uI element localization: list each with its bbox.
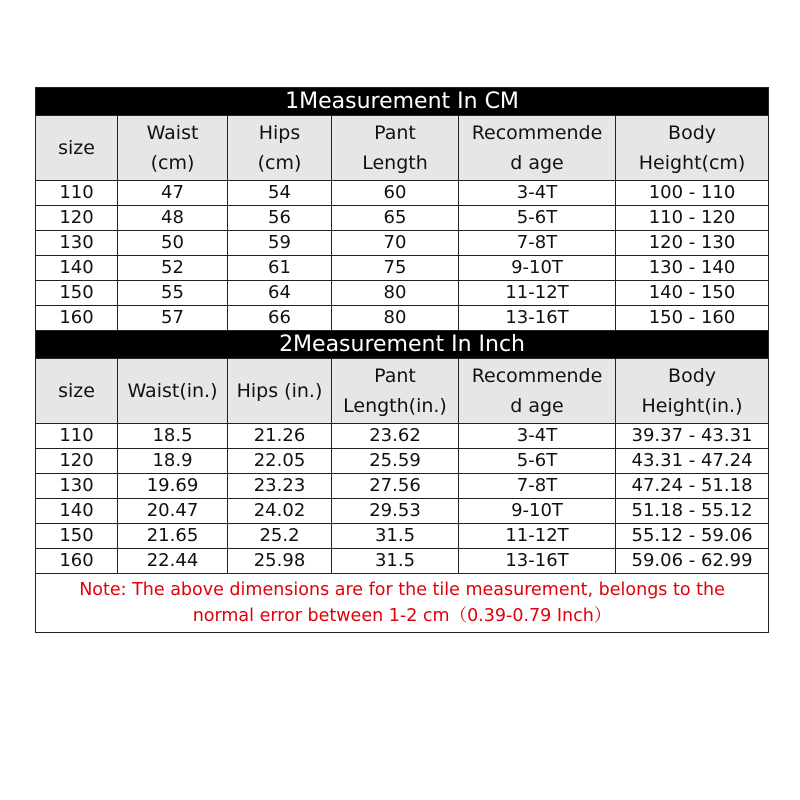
table-cell: 100 - 110 (616, 181, 769, 206)
header-label: size (58, 380, 95, 402)
table-cell: 52 (118, 256, 228, 281)
table-cell: 20.47 (118, 499, 228, 524)
table-cell: 150 (36, 281, 118, 306)
table-cell: 120 (36, 449, 118, 474)
table-row (36, 231, 769, 256)
table-cell: 18.9 (118, 449, 228, 474)
table-row (36, 499, 769, 524)
header-label: Length(in.) (343, 395, 447, 417)
table-cell: 140 (36, 256, 118, 281)
cm-header-cell (118, 116, 228, 181)
table-cell: 21.26 (228, 424, 332, 449)
table-row (36, 306, 769, 331)
table-cell: 39.37 - 43.31 (616, 424, 769, 449)
inch-header-cell (228, 359, 332, 424)
table-cell: 50 (118, 231, 228, 256)
table-row (36, 474, 769, 499)
cm-header-cell (228, 116, 332, 181)
note-line-2: normal error between 1-2 cm（0.39-0.79 Inch） (192, 606, 612, 626)
table-row (36, 256, 769, 281)
table-cell: 11-12T (459, 524, 616, 549)
table-cell: 60 (332, 181, 459, 206)
table-cell: 160 (36, 549, 118, 574)
table-cell: 22.05 (228, 449, 332, 474)
table-cell: 24.02 (228, 499, 332, 524)
header-label: Height(cm) (638, 152, 746, 174)
table-cell: 5-6T (459, 449, 616, 474)
inch-header-cell (332, 359, 459, 424)
cm-table-title: 1Measurement In CM (36, 88, 769, 116)
header-label: Recommende (471, 122, 603, 144)
table-cell: 59.06 - 62.99 (616, 549, 769, 574)
table-cell: 59 (228, 231, 332, 256)
table-cell: 31.5 (332, 524, 459, 549)
table-cell: 27.56 (332, 474, 459, 499)
table-cell: 3-4T (459, 424, 616, 449)
table-cell: 55 (118, 281, 228, 306)
table-cell: 7-8T (459, 231, 616, 256)
table-cell: 120 (36, 206, 118, 231)
cm-title-row (36, 88, 769, 116)
table-cell: 80 (332, 306, 459, 331)
note-line-1: Note: The above dimensions are for the tile measurement, belongs to the (79, 580, 725, 600)
table-cell: 130 - 140 (616, 256, 769, 281)
header-label: Waist (146, 122, 199, 144)
table-cell: 61 (228, 256, 332, 281)
table-cell: 23.23 (228, 474, 332, 499)
header-label: Hips (258, 122, 301, 144)
table-cell: 3-4T (459, 181, 616, 206)
table-row (36, 424, 769, 449)
header-label: d age (510, 152, 564, 174)
inch-title-row (36, 331, 769, 359)
table-cell: 7-8T (459, 474, 616, 499)
table-row (36, 549, 769, 574)
cm-header-cell (36, 116, 118, 181)
table-cell: 57 (118, 306, 228, 331)
table-cell: 140 (36, 499, 118, 524)
size-chart-table (35, 87, 769, 633)
inch-header-cell (118, 359, 228, 424)
cm-table-body (36, 181, 769, 331)
table-row (36, 449, 769, 474)
note-row (36, 574, 769, 633)
table-cell: 19.69 (118, 474, 228, 499)
table-cell: 48 (118, 206, 228, 231)
table-cell: 47.24 - 51.18 (616, 474, 769, 499)
table-cell: 150 (36, 524, 118, 549)
table-cell: 13-16T (459, 549, 616, 574)
table-cell: 130 (36, 474, 118, 499)
table-cell: 66 (228, 306, 332, 331)
table-cell: 31.5 (332, 549, 459, 574)
table-cell: 9-10T (459, 256, 616, 281)
table-cell: 130 (36, 231, 118, 256)
table-cell: 65 (332, 206, 459, 231)
inch-header-cell (36, 359, 118, 424)
header-label: Recommende (471, 365, 603, 387)
table-cell: 56 (228, 206, 332, 231)
table-row (36, 181, 769, 206)
table-cell: 29.53 (332, 499, 459, 524)
header-label: (cm) (257, 152, 302, 174)
header-label: Length (362, 152, 428, 174)
cm-header-cell (332, 116, 459, 181)
table-cell: 120 - 130 (616, 231, 769, 256)
table-cell: 25.98 (228, 549, 332, 574)
table-cell: 13-16T (459, 306, 616, 331)
table-row (36, 524, 769, 549)
table-cell: 43.31 - 47.24 (616, 449, 769, 474)
table-cell: 22.44 (118, 549, 228, 574)
table-cell: 18.5 (118, 424, 228, 449)
header-label: Height(in.) (641, 395, 743, 417)
table-row (36, 281, 769, 306)
table-cell: 25.2 (228, 524, 332, 549)
table-cell: 160 (36, 306, 118, 331)
table-cell: 110 - 120 (616, 206, 769, 231)
table-cell: 23.62 (332, 424, 459, 449)
header-label: Pant (374, 365, 416, 387)
table-cell: 11-12T (459, 281, 616, 306)
table-cell: 5-6T (459, 206, 616, 231)
table-cell: 70 (332, 231, 459, 256)
header-label: (cm) (150, 152, 195, 174)
table-cell: 140 - 150 (616, 281, 769, 306)
header-label: Pant (374, 122, 416, 144)
table-cell: 110 (36, 424, 118, 449)
header-label: Hips (in.) (236, 380, 323, 402)
table-cell: 51.18 - 55.12 (616, 499, 769, 524)
table-cell: 80 (332, 281, 459, 306)
inch-header-cell (616, 359, 769, 424)
table-cell: 75 (332, 256, 459, 281)
header-label: size (58, 137, 95, 159)
table-cell: 25.59 (332, 449, 459, 474)
table-cell: 9-10T (459, 499, 616, 524)
table-cell: 150 - 160 (616, 306, 769, 331)
inch-header-row (36, 359, 769, 424)
header-label: Body (668, 122, 716, 144)
note-text (36, 574, 769, 633)
table-cell: 21.65 (118, 524, 228, 549)
table-cell: 54 (228, 181, 332, 206)
header-label: Waist(in.) (127, 380, 218, 402)
inch-table-body (36, 424, 769, 574)
table-row (36, 206, 769, 231)
table-cell: 110 (36, 181, 118, 206)
inch-table-title: 2Measurement In Inch (36, 331, 769, 359)
inch-header-cell (459, 359, 616, 424)
size-chart (35, 87, 768, 633)
header-label: Body (668, 365, 716, 387)
table-cell: 64 (228, 281, 332, 306)
cm-header-row (36, 116, 769, 181)
header-label: d age (510, 395, 564, 417)
table-cell: 47 (118, 181, 228, 206)
cm-header-cell (616, 116, 769, 181)
cm-header-cell (459, 116, 616, 181)
table-cell: 55.12 - 59.06 (616, 524, 769, 549)
